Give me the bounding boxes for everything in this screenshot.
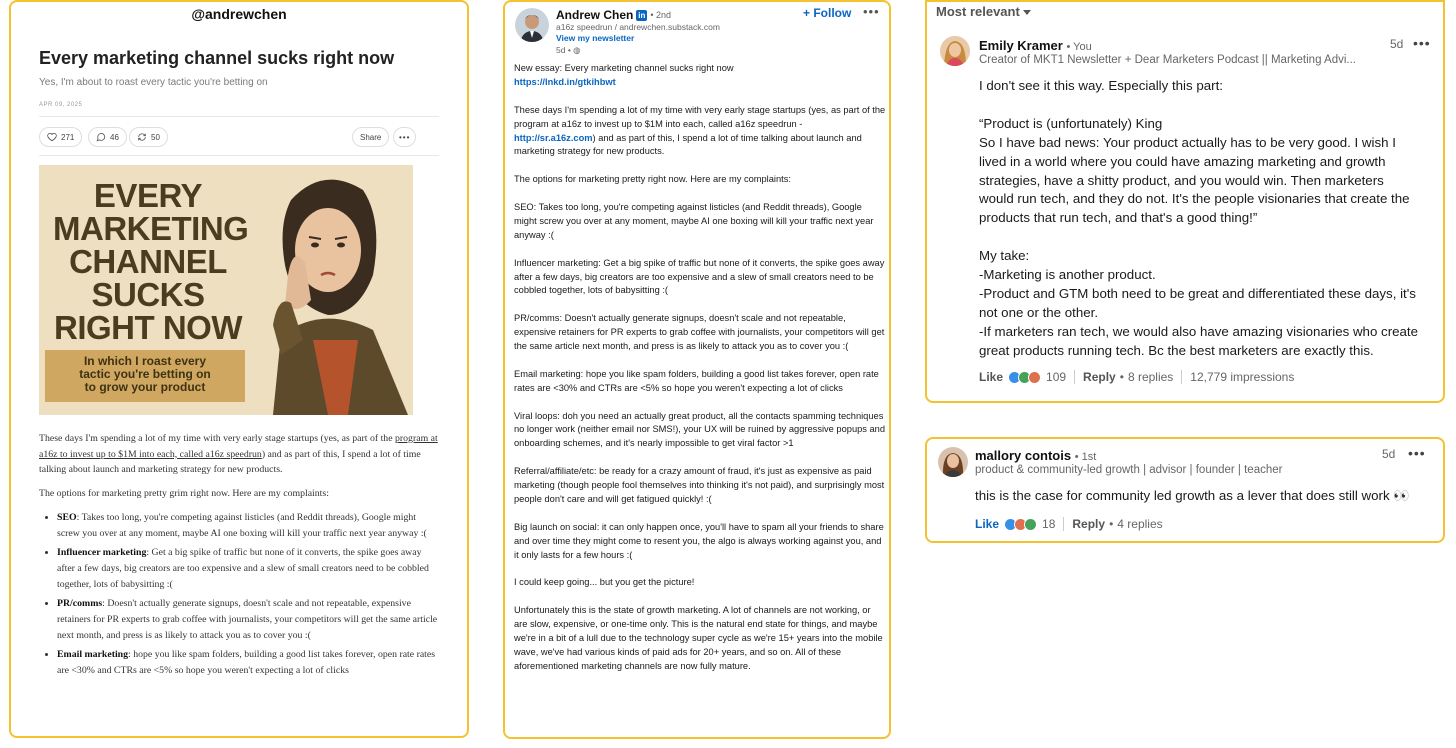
post-body [514,62,886,688]
comment-line: -Marketing is another product. [979,267,1156,283]
reaction-count: 18 [1042,517,1056,531]
divider [1074,370,1075,384]
name-text: mallory contois [975,448,1072,463]
like-button[interactable] [39,127,82,147]
replies-link[interactable]: 4 replies [1117,517,1163,531]
like-count: 271 [61,132,75,142]
substack-article-panel [9,0,469,738]
replies-link[interactable]: 8 replies [1127,370,1174,384]
article-date: APR 09, 2025 [39,102,83,108]
bullet-label: SEO [57,511,77,523]
bullet-label: Email marketing [57,649,129,661]
post-text: New essay: Every marketing channel sucks right now [514,63,734,73]
divider [1063,517,1064,531]
bullet-text: : Get a big spike of traffic but none of it converts, the spike goes away after a few days, big creators are too expensive and a slew of small creators need to be cobbled together, lots of babysitting :( [57,547,429,590]
article-subtitle: Yes, I'm about to roast every tactic you're betting on [39,77,268,88]
post-time [556,45,581,56]
comment-line [979,228,1439,247]
comment-time: 5d [1390,37,1404,51]
author-name: Andrew Chen [556,8,634,22]
comment-count: 46 [110,132,119,142]
chevron-down-icon [1023,10,1031,15]
list-item [57,510,439,541]
commenter-name[interactable] [975,448,1096,463]
article-body [39,431,439,679]
complaints-list [57,510,439,679]
post-paragraph: Influencer marketing: Get a big spike of traffic but none of it converts, the spike goes away after a few days, big creators are too expensive and a slew of small creators need to be cobbled together, lots of babysitting :( [514,257,885,296]
comment-actions [979,370,1294,384]
comment-line: -If marketers ran tech, we would also have amazing visionaries who create [979,323,1418,339]
commenter-name[interactable] [979,38,1092,53]
sort-label: Most relevant [936,4,1020,19]
commenter-photo [938,447,968,477]
hero-title-line: RIGHT NOW [54,309,242,346]
comment-line [979,96,1439,115]
commenter-headline: Creator of MKT1 Newsletter + Dear Marketers Podcast || Marketing Advi... [979,54,1356,66]
post-text: ) and as part of this, I spend a lot of time talking about launch and marketing strategy for new products. [514,132,862,157]
comment-line: would run tech, and they do not. It's the people visionaries that create the [979,191,1410,207]
commenter-headline: product & community-led growth | advisor | founder | teacher [975,464,1283,476]
article-paragraph [39,431,439,478]
more-icon[interactable]: ••• [1408,445,1426,461]
comment-card [925,0,1445,403]
list-item [57,647,439,678]
paragraph-text: ) and as part of this, I spend a lot of time talking about launch and marketing strategy for new products. [39,448,421,476]
comment-line: lived in a world where you could have amazing marketing and growth [979,153,1386,169]
linkedin-post-panel [503,0,891,739]
more-options-button[interactable] [393,127,416,147]
comment-text [979,77,1439,361]
substack-handle[interactable]: @andrewchen [191,6,287,22]
author-photo [515,8,549,42]
post-paragraph: I could keep going... but you get the picture! [514,577,695,588]
hero-caption-line: to grow your product [84,380,206,394]
follow-button[interactable]: + Follow [803,6,852,20]
post-paragraph: Email marketing: hope you like spam folders, building a good list takes forever, open rate rates are <30% and CTRs are <5% so hope you weren't expecting a lot of clicks [514,368,879,393]
bullet-label: Influencer marketing [57,547,147,559]
paragraph-text: These days I'm spending a lot of my time with very early stage startups (yes, as part of the [39,433,395,444]
essay-link[interactable]: https://lnkd.in/gtkihbwt [514,76,616,87]
impressions-count: 12,779 impressions [1190,370,1295,384]
restack-count: 50 [151,132,160,142]
sort-dropdown[interactable] [936,4,1031,19]
article-action-bar [39,116,439,156]
comment-line: great products running tech. Bc the best marketers are exactly this. [979,342,1374,358]
comment-time: 5d [1382,447,1396,461]
hero-title [53,177,249,346]
avatar[interactable] [940,36,970,66]
post-paragraph: Viral loops: doh you need an actually great product, all the contacts spamming techniques no longer work (neither email nor SMS!), your UX will be ruined by aggressive popups and onboarding schemes, and it's nearly impossible to get viral factor >1 [514,410,886,449]
connection-degree: • 2nd [650,10,672,20]
hero-caption [45,355,245,394]
post-paragraph [514,62,886,90]
post-text: These days I'm spending a lot of my time with very early stage startups (yes, as part of the program at a16z to invest up to $1M into each, called a16z speedrun - [514,104,886,129]
comment-text [975,487,1443,506]
bullet-text: : hope you like spam folders, building a good list takes forever, open rate rates are <30% and CTRs are <5% so hope you weren't expecting a lot of clicks [57,649,436,677]
comment-actions [975,517,1163,531]
post-time-text: 5d • [556,45,571,55]
worried-woman-illustration [233,165,413,415]
reaction-count: 109 [1046,370,1067,384]
reply-button[interactable]: Reply [1072,517,1106,531]
share-label: Share [360,132,382,142]
name-text: Emily Kramer [979,38,1063,53]
dot-separator: • [1119,370,1124,384]
more-icon: ••• [399,132,411,142]
hero-title-line: CHANNEL [69,243,227,280]
connection-degree: • 1st [1074,451,1097,463]
post-paragraph: Unfortunately this is the state of growth marketing. A lot of channels are not working, or are slow, expensive, or one-time only. This is the natural end state for things, and maybe we're in a bit of a lull due to the technology super cycle as we're 15+ years into the mobile wave, we've had various kinds of paid ads for 20+ years, and so on. All of these aforementioned marketing channels are now fully mature. [514,605,883,671]
article-title[interactable]: Every marketing channel sucks right now [39,48,395,68]
divider [1181,370,1182,384]
avatar[interactable] [938,447,968,477]
post-paragraph: SEO: Takes too long, you're competing against listicles (and Reddit threads), Google might screw you over at any moment, maybe AI one boxing will kill your traffic next year anyway :( [514,202,874,240]
list-item [57,596,439,643]
bullet-text: : Takes too long, you're competing against listicles (and Reddit threads), Google might screw you over at any moment, maybe AI one boxing will kill your traffic next year anyway :( [57,511,427,539]
post-paragraph: Big launch on social: it can only happen once, you'll have to spam all your friends to share and over time they might come to resent you, the algo is always working against you, and it only lasts for a few hours :( [514,521,884,560]
reactions-icon[interactable] [1011,371,1041,384]
like-button[interactable]: Like [975,517,1000,531]
bullet-label: PR/comms [57,598,103,610]
view-newsletter-link[interactable]: View my newsletter [556,33,635,43]
comment-card [925,437,1445,543]
list-item [57,545,439,592]
comment-line: I don't see it this way. Especially this part: [979,78,1223,93]
comment-line: this is the case for community led growth as a lever that does still work 👀 [975,488,1410,503]
comment-line: So I have bad news: Your product actually has to be very good. I wish I [979,134,1396,150]
avatar[interactable] [515,8,549,42]
dot-separator: • [1109,517,1114,531]
share-button[interactable] [352,127,389,147]
hero-title-line: SUCKS [91,276,205,313]
linkedin-icon: in [638,10,646,20]
post-paragraph: Referral/affiliate/etc: be ready for a crazy amount of fraud, it's just as expensive as paid marketing (though people fool themselves into thinking it's not paid), and surprisingly most people don't care and will get fatigued quickly! :( [514,466,885,504]
comment-line: not one or the other. [979,304,1099,320]
comment-line: strategies, have a shitty product, and you would win. Then marketers [979,172,1384,188]
post-paragraph: PR/comms: Doesn't actually generate signups, doesn't scale and not repeatable, expensive retainers for PR experts to grab coffee with journalists, your competitors will get the same article next month, and press is as likely to attack you as to cover you :( [514,313,885,352]
post-paragraph [514,104,886,160]
comment-icon [96,132,106,142]
restack-icon [137,132,147,142]
more-icon[interactable]: ••• [863,4,880,19]
hero-caption-line: tactic you're betting on [79,367,211,381]
more-icon[interactable]: ••• [1413,35,1431,51]
comment-line: -Product and GTM both need to be great and differentiated these days, it's [979,285,1416,301]
restack-button[interactable] [129,127,168,147]
hero-title-line: MARKETING [53,210,249,247]
comment-line: My take: [979,248,1030,264]
article-paragraph: The options for marketing pretty grim right now. Here are my complaints: [39,488,329,500]
comment-button[interactable] [88,127,127,147]
commenter-photo [940,36,970,66]
bullet-text: : Doesn't actually generate signups, doesn't scale and not repeatable, expensive retainers for PR experts to grab coffee with journalists, your competitors will get the same article next month, and press is as likely to attack you as to cover you :( [57,598,438,641]
reactions-icon[interactable] [1007,518,1037,531]
connection-degree: • You [1066,41,1092,53]
post-paragraph: The options for marketing pretty right now. Here are my complaints: [514,174,791,185]
reply-button[interactable]: Reply [1083,370,1116,384]
article-hero-image [39,165,413,415]
hero-title-line: EVERY [93,177,203,214]
speedrun-link[interactable]: program at a16z to invest up to $1M into each, called a16z speedrun [39,433,438,460]
like-button[interactable]: Like [979,370,1004,384]
author-headline: a16z speedrun / andrewchen.substack.com [556,22,720,32]
speedrun-link[interactable]: http://sr.a16z.com [514,132,593,143]
globe-icon: ◍ [573,45,581,55]
comment-line: products that run tech, and that's a good thing!” [979,210,1258,226]
heart-icon [47,132,57,142]
comment-line: “Product is (unfortunately) King [979,115,1163,131]
hero-caption-line: In which I roast every [83,354,207,368]
post-author[interactable] [556,8,671,22]
